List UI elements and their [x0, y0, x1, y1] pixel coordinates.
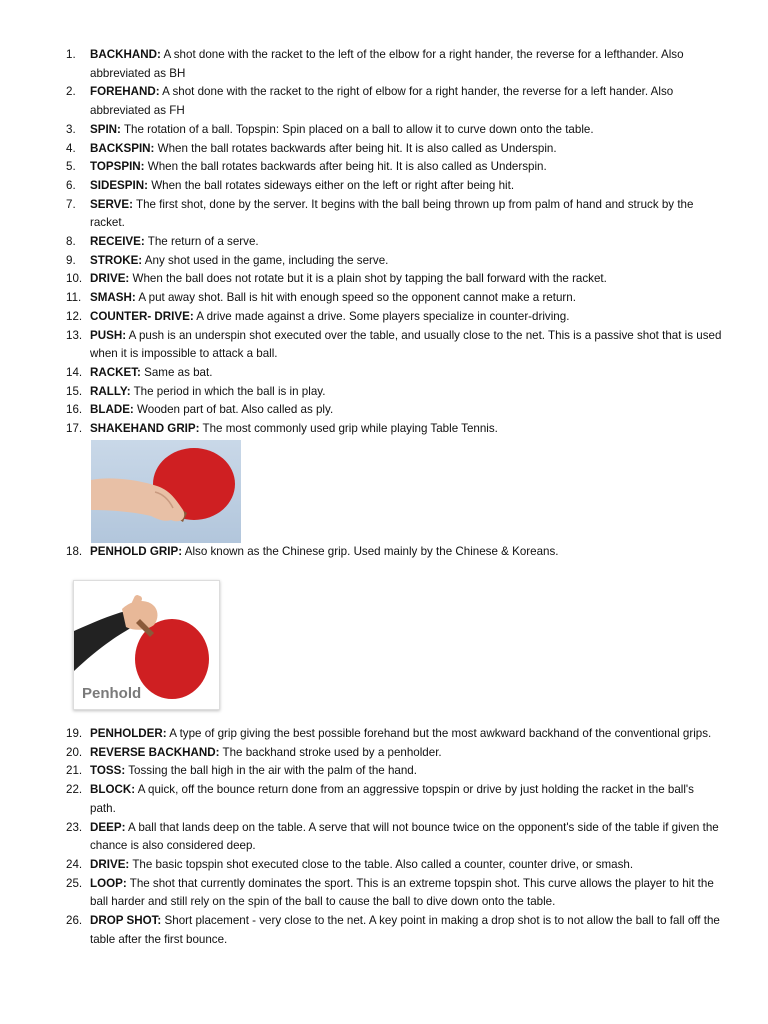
- shakehand-grip-illustration: [91, 440, 241, 543]
- item-number: 16.: [66, 403, 83, 417]
- glossary-item: [0, 158, 768, 177]
- item-number: 25.: [66, 876, 83, 890]
- glossary-item: [0, 177, 768, 196]
- term-definition: A put away shot. Ball is hit with enough speed so the opponent cannot make a return.: [138, 291, 576, 305]
- term-definition: The period in which the ball is in play.: [133, 384, 326, 398]
- term-definition: The basic topspin shot executed close to the table. Also called a counter, counter drive, or smash.: [132, 857, 634, 871]
- glossary-item: [0, 289, 768, 308]
- term-definition: Any shot used in the game, including the serve.: [144, 253, 389, 267]
- glossary-item: [0, 762, 768, 781]
- term-label: BLADE:: [90, 403, 134, 417]
- term-label: SIDESPIN:: [90, 178, 148, 192]
- glossary-item: [0, 327, 768, 364]
- item-number: 14.: [66, 365, 83, 379]
- term-label: SHAKEHAND GRIP:: [90, 422, 200, 436]
- term-label: BLOCK:: [90, 783, 136, 797]
- term-label: DRIVE:: [90, 857, 130, 871]
- glossary-item: [0, 140, 768, 159]
- term-label: SPIN:: [90, 122, 121, 136]
- term-label: BACKSPIN:: [90, 141, 155, 155]
- item-number: 15.: [66, 384, 83, 398]
- term-definition: Also known as the Chinese grip. Used mainly by the Chinese & Koreans.: [184, 545, 559, 558]
- term-definition: A drive made against a drive. Some players specialize in counter-driving.: [196, 309, 570, 323]
- term-definition: The first shot, done by the server. It begins with the ball being thrown up from palm of hand and struck by the racket.: [90, 197, 694, 230]
- term-label: SMASH:: [90, 291, 136, 305]
- term-definition: The most commonly used grip while playing Table Tennis.: [202, 422, 498, 436]
- term-label: PENHOLD GRIP:: [90, 545, 183, 558]
- item-number: 11.: [66, 291, 82, 305]
- item-number: 5.: [66, 160, 76, 174]
- glossary-item: [0, 401, 768, 420]
- penhold-grip-photo: [73, 580, 220, 710]
- term-definition: When the ball rotates backwards after being hit. It is also called as Underspin.: [147, 160, 547, 174]
- term-definition: The return of a serve.: [147, 235, 259, 249]
- glossary-item: [0, 196, 768, 233]
- glossary-item: [0, 383, 768, 402]
- shakehand-grip-photo: [91, 440, 241, 543]
- glossary-item: [0, 121, 768, 140]
- glossary-list-part-2: [0, 543, 768, 562]
- term-label: SERVE:: [90, 197, 133, 211]
- item-number: 7.: [66, 197, 76, 211]
- term-definition: Wooden part of bat. Also called as ply.: [137, 403, 334, 417]
- penhold-caption: Penhold: [82, 685, 142, 702]
- item-number: 24.: [66, 857, 83, 871]
- item-number: 3.: [66, 122, 76, 136]
- item-number: 10.: [66, 272, 83, 286]
- term-label: TOPSPIN:: [90, 160, 145, 174]
- term-label: DRIVE:: [90, 272, 130, 286]
- item-number: 22.: [66, 783, 83, 797]
- term-definition: Short placement - very close to the net. A key point in making a drop shot is to not allow the ball to fall off the table after the first bounce.: [90, 914, 720, 946]
- glossary-item: [0, 912, 768, 949]
- term-definition: The shot that currently dominates the sport. This is an extreme topspin shot. This curve allows the player to hit the ball harder and still rely on the spin of the ball to cause the ball to dive down onto the table.: [90, 876, 714, 909]
- term-definition: A ball that lands deep on the table. A serve that will not bounce twice on the opponent's side of the table if given the chance is also considered deep.: [90, 820, 719, 853]
- term-label: RALLY:: [90, 384, 131, 398]
- term-definition: A shot done with the racket to the right of elbow for a right hander, the reverse for a left hander. Also abbreviated as FH: [90, 85, 674, 118]
- glossary-list-part-1: [0, 46, 768, 439]
- term-label: LOOP:: [90, 876, 127, 890]
- glossary-item: [0, 781, 768, 818]
- glossary-item: [0, 270, 768, 289]
- term-definition: A quick, off the bounce return done from an aggressive topspin or drive by just holding the racket in the ball's path.: [90, 783, 694, 815]
- item-number: 19.: [66, 727, 83, 740]
- item-number: 12.: [66, 309, 83, 323]
- term-definition: When the ball rotates sideways either on the left or right after being hit.: [151, 178, 515, 192]
- term-label: PENHOLDER:: [90, 727, 167, 740]
- item-number: 18.: [66, 545, 83, 558]
- term-definition: A type of grip giving the best possible forehand but the most awkward backhand of the conventional grips.: [169, 727, 712, 740]
- item-number: 21.: [66, 764, 83, 778]
- glossary-item: [0, 725, 768, 744]
- term-definition: Tossing the ball high in the air with the palm of the hand.: [128, 764, 417, 778]
- item-number: 1.: [66, 48, 76, 61]
- glossary-item: [0, 46, 768, 83]
- item-number: 2.: [66, 85, 76, 99]
- term-label: RACKET:: [90, 365, 141, 379]
- term-label: STROKE:: [90, 253, 143, 267]
- item-number: 4.: [66, 141, 76, 155]
- item-number: 8.: [66, 235, 76, 249]
- term-label: FOREHAND:: [90, 85, 160, 99]
- term-label: REVERSE BACKHAND:: [90, 745, 220, 759]
- item-number: 20.: [66, 745, 83, 759]
- item-number: 9.: [66, 253, 76, 267]
- item-number: 26.: [66, 914, 83, 928]
- term-label: RECEIVE:: [90, 235, 145, 249]
- term-definition: When the ball does not rotate but it is a plain shot by tapping the ball forward with the racket.: [132, 272, 607, 286]
- term-definition: A shot done with the racket to the left of the elbow for a right hander, the reverse for a lefthander. Also abbreviated as BH: [90, 48, 684, 80]
- item-number: 13.: [66, 328, 83, 342]
- term-label: DROP SHOT:: [90, 914, 162, 928]
- term-label: DEEP:: [90, 820, 126, 834]
- term-definition: When the ball rotates backwards after being hit. It is also called as Underspin.: [157, 141, 557, 155]
- glossary-item: [0, 856, 768, 875]
- glossary-item: [0, 233, 768, 252]
- term-definition: The rotation of a ball. Topspin: Spin placed on a ball to allow it to curve down onto the table.: [123, 122, 594, 136]
- glossary-item: [0, 364, 768, 383]
- term-label: COUNTER- DRIVE:: [90, 309, 194, 323]
- glossary-item: [0, 744, 768, 763]
- glossary-item: [0, 420, 768, 439]
- glossary-list-part-3: [0, 725, 768, 949]
- glossary-item: [0, 543, 768, 562]
- item-number: 17.: [66, 422, 83, 436]
- term-label: PUSH:: [90, 328, 127, 342]
- glossary-item: [0, 252, 768, 271]
- item-number: 6.: [66, 178, 76, 192]
- term-definition: A push is an underspin shot executed over the table, and usually close to the net. This is a passive shot that is used when it is impossible to attack a ball.: [90, 328, 722, 361]
- glossary-item: [0, 819, 768, 856]
- glossary-item: [0, 83, 768, 120]
- term-label: TOSS:: [90, 764, 126, 778]
- glossary-item: [0, 875, 768, 912]
- item-number: 23.: [66, 820, 83, 834]
- term-definition: The backhand stroke used by a penholder.: [222, 745, 442, 759]
- term-label: BACKHAND:: [90, 48, 161, 61]
- term-definition: Same as bat.: [144, 365, 213, 379]
- glossary-item: [0, 308, 768, 327]
